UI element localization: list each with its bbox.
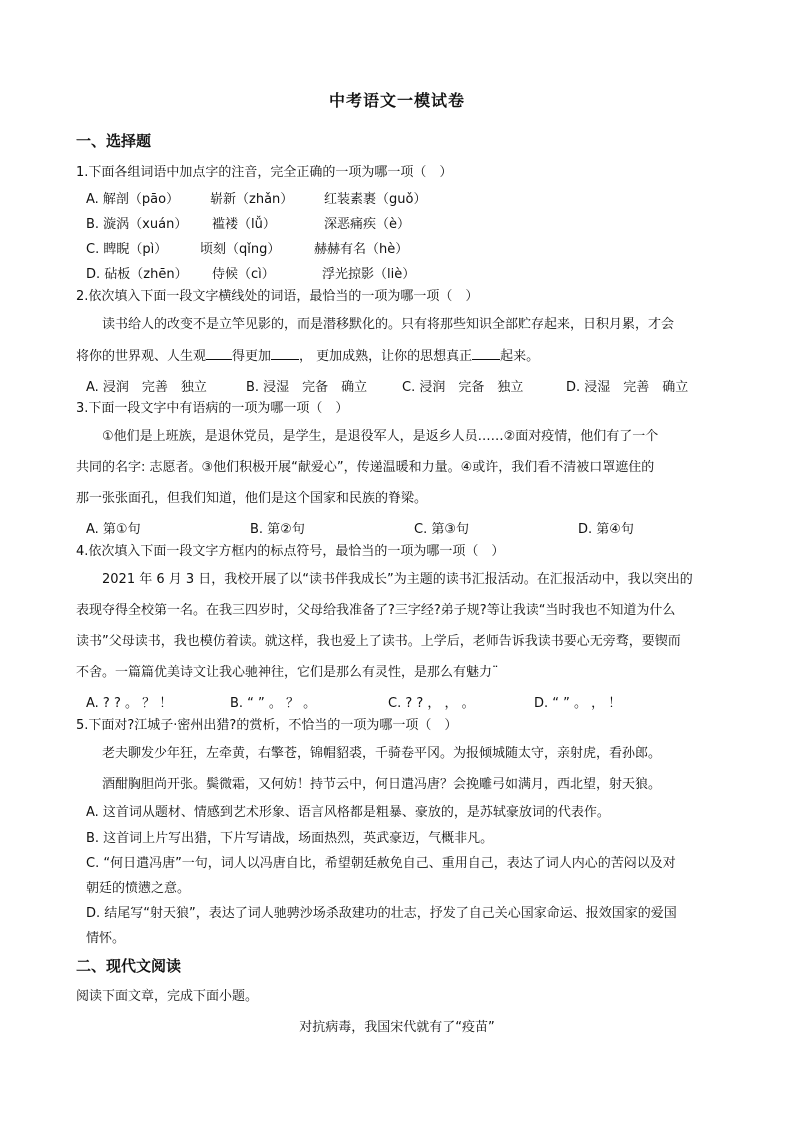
question-2-passage-line: 读书给人的改变不是立竿见影的，而是潜移默化的。只有将那些知识全部贮存起来，日积月累，才会 [102, 317, 675, 332]
question-2-option-a: A. 浸润 完善 独立 [86, 380, 207, 395]
article-title: 对抗病毒，我国宋代就有了“疫苗” [299, 1020, 495, 1035]
option-word: 红装素裹（guǒ） [324, 192, 427, 207]
question-4-passage-line: 不舍。一篇篇优美诗文让我心驰神往，它们是那么有灵性，是那么有魅力¨ [76, 665, 499, 680]
question-5-option-d: D. 结尾写“射天狼”，表达了词人驰骋沙场杀敌建功的壮志，抒发了自己关心国家命运、报效国家的爱国 [86, 906, 677, 921]
passage-text: ， 更加成熟，让你的思想真正 [299, 349, 473, 364]
option-word: D. 砧板（zhēn） [86, 267, 188, 282]
question-5-option-c-cont: 朝廷的愤懑之意。 [86, 881, 191, 896]
option-word: 赫赫有名（hè） [314, 242, 409, 257]
question-4-passage-line: 2021 年 6 月 3 日，我校开展了以“读书伴我成长”为主题的读书汇报活动。在汇报活动中，我以突出的 [102, 572, 693, 587]
option-word: B. 漩涡（xuán） [86, 217, 188, 232]
exam-title: 中考语文一模试卷 [328, 91, 465, 110]
question-2-option-c: C. 浸润 完备 独立 [402, 380, 524, 395]
reading-instructions: 阅读下面文章，完成下面小题。 [76, 989, 259, 1004]
question-4-passage-line: 读书”父母读书，我也模仿着读。就这样，我也爱上了读书。上学后，老师告诉我读书要心无旁骛，要锲而 [76, 634, 681, 649]
question-5-option-d-cont: 情怀。 [86, 931, 126, 946]
question-5-stem: 5.下面对?江城子·密州出猎?的赏析，不恰当的一项为哪一项（ ） [76, 718, 458, 733]
passage-text: 得更加 [232, 349, 272, 364]
question-3-passage-line: ①他们是上班族，是退休党员，是学生，是退役军人，是返乡人员……②面对疫情，他们有了一个 [102, 429, 659, 444]
option-word: A. 解剖（pāo） [86, 192, 180, 207]
passage-text: 起来。 [500, 349, 540, 364]
option-word: 侍候（cì） [212, 267, 275, 282]
poem-line: 酒酣胸胆尚开张。鬓微霜，又何妨！持节云中，何日遣冯唐？会挽雕弓如满月，西北望，射天狼。 [102, 777, 662, 792]
option-word: 深恶痛疾（è） [324, 217, 410, 232]
question-4-passage-line: 表现夺得全校第一名。在我三四岁时，父母给我准备了?三字经?弟子规?等让我读“当时我也不知道为什么 [76, 603, 676, 618]
question-4-option-b: B. “ ” 。 ？ 。 [230, 696, 317, 711]
question-5-option-b: B. 这首词上片写出猎，下片写请战，场面热烈，英武豪迈，气概非凡。 [86, 831, 494, 846]
question-4-option-c: C. ? ? ， ， 。 [388, 696, 475, 711]
question-3-option-b: B. 第②句 [250, 522, 305, 537]
question-4-option-d: D. “ ” 。 ， ！ [534, 696, 622, 711]
question-3-option-a: A. 第①句 [86, 522, 141, 537]
question-2-option-b: B. 浸湿 完备 确立 [246, 380, 368, 395]
question-3-passage-line: 共同的名字: 志愿者。③他们积极开展“献爱心”，传递温暖和力量。④或许，我们看不清被口罩遮住的 [76, 460, 655, 475]
question-3-option-d: D. 第④句 [578, 522, 634, 537]
option-word: 崭新（zhǎn） [210, 192, 294, 207]
option-word: C. 睥睨（pì） [86, 242, 168, 257]
question-5-option-c: C. “何日遣冯唐”一句，词人以冯唐自比，希望朝廷赦免自己、重用自己，表达了词人内心的苦闷以及对 [86, 856, 676, 871]
option-word: 顷刻（qǐng） [200, 242, 281, 257]
question-4-stem: 4.依次填入下面一段文字方框内的标点符号，最恰当的一项为哪一项（ ） [76, 544, 505, 559]
question-1-stem: 1.下面各组词语中加点字的注音，完全正确的一项为哪一项（ ） [76, 165, 453, 180]
option-word: 褴褛（lǚ） [212, 217, 276, 232]
question-4-option-a: A. ? ? 。 ？ ！ [86, 696, 173, 711]
section-heading-choice: 一、选择题 [76, 132, 152, 150]
question-3-option-c: C. 第③句 [414, 522, 469, 537]
option-word: 浮光掠影（liè） [322, 267, 416, 282]
question-3-stem: 3.下面一段文字中有语病的一项为哪一项（ ） [76, 401, 349, 416]
question-5-option-a: A. 这首词从题材、情感到艺术形象、语言风格都是粗暴、豪放的，是苏轼豪放词的代表作。 [86, 805, 610, 820]
passage-text: 将你的世界观、人生观 [76, 349, 207, 364]
poem-line: 老夫聊发少年狂，左牵黄，右擎苍，锦帽貂裘，千骑卷平冈。为报倾城随太守，亲射虎，看孙郎。 [102, 746, 662, 761]
question-2-option-d: D. 浸湿 完善 确立 [566, 380, 689, 395]
fill-blank [472, 347, 500, 360]
question-2-stem: 2.依次填入下面一段文字横线处的词语，最恰当的一项为哪一项（ ） [76, 289, 479, 304]
fill-blank [271, 347, 299, 360]
question-3-passage-line: 那一张张面孔，但我们知道，他们是这个国家和民族的脊梁。 [76, 491, 428, 506]
question-2-passage-line [76, 347, 539, 366]
section-heading-reading: 二、现代文阅读 [76, 957, 182, 975]
fill-blank [206, 347, 232, 360]
